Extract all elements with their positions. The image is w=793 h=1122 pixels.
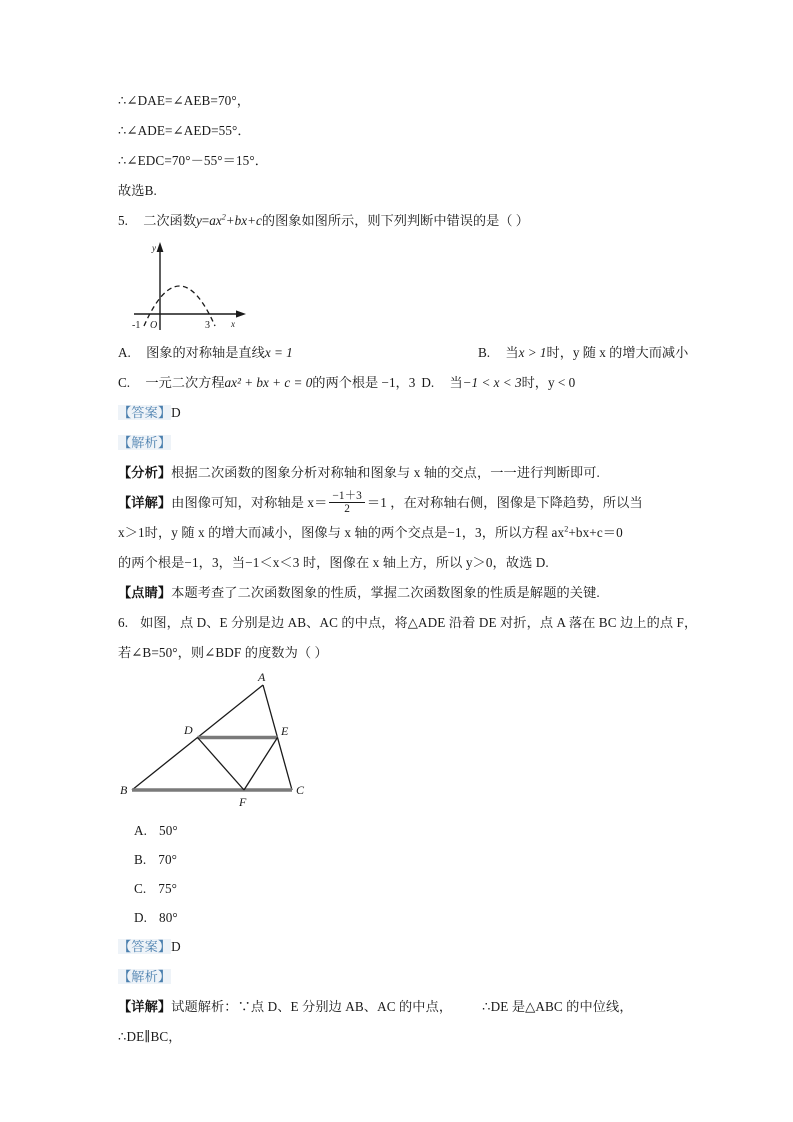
svg-text:A: A: [258, 672, 266, 684]
question-6-xiangjie-line-1: [118, 992, 693, 1022]
fenxi-label: 【分析】: [118, 465, 172, 480]
question-5-stem-post: 的图象如图所示，则下列判断中错误的是（ ）: [261, 213, 529, 228]
fraction-denominator: 2: [329, 502, 365, 515]
q6-option-b-text: 70°: [158, 852, 178, 867]
question-5-block: [118, 206, 693, 608]
formula-eq: =: [201, 213, 210, 228]
question-5-options-row-2: [118, 368, 693, 398]
question-6-stem-line-2: 若∠B=50°，则∠BDF 的度数为（ ）: [118, 645, 328, 660]
question-6-number: 6.: [118, 615, 129, 630]
q6-option-a-key: A.: [134, 823, 148, 838]
fraction: [329, 490, 365, 516]
option-d-text-pre: 当: [449, 375, 463, 390]
question-5-option-d[interactable]: [415, 368, 575, 398]
xiangjie-line2-pre: x＞1时，y 随 x 的增大而减小，图像与 x 轴的两个交点是−1，3，所以方程 ax: [118, 525, 565, 540]
question-6-option-a[interactable]: [118, 816, 693, 845]
question-5-xiangjie-line-3: 的两个根是−1，3，当−1＜x＜3 时，图像在 x 轴上方，所以 y＞0，故选 D.: [118, 555, 549, 570]
option-b-math: x > 1: [518, 345, 547, 360]
answer-label: 【答案】: [118, 405, 172, 420]
question-5-answer-line: [118, 398, 693, 428]
prev-solution-line-1: ∴∠DAE=∠AEB=70°，: [118, 93, 250, 108]
q6-xiangjie-text-1: 试题解析：∵点 D、E 分别边 AB、AC 的中点，: [171, 999, 453, 1014]
question-6-answer-line: [118, 932, 693, 962]
dianjing-text: 本题考查了二次函数图象的性质，掌握二次函数图象的性质是解题的关键.: [171, 585, 600, 600]
q6-answer-label: 【答案】: [118, 939, 172, 954]
triangle-svg: [118, 672, 348, 812]
option-a-key: A.: [118, 345, 131, 360]
parabola-svg: [126, 238, 256, 336]
option-c-text-post: 的两个根是 −1，3: [312, 375, 416, 390]
svg-text:-1: -1: [132, 320, 141, 331]
question-6-analysis-line: [118, 962, 693, 992]
q6-option-c-text: 75°: [158, 881, 178, 896]
q6-option-d-key: D.: [134, 910, 148, 925]
question-5-number: 5.: [118, 213, 128, 228]
question-5-option-b[interactable]: [478, 338, 688, 368]
svg-text:D: D: [184, 723, 193, 737]
prev-solution-line-2: ∴∠ADE=∠AED=55°．: [118, 123, 251, 138]
svg-text:F: F: [239, 795, 247, 809]
xiangjie-label: 【详解】: [118, 495, 172, 510]
question-6-option-c[interactable]: [118, 874, 693, 903]
option-c-text-pre: 一元二次方程: [145, 375, 225, 390]
question-5-xiangjie-line-1: [118, 488, 693, 518]
fraction-numerator: −1＋3: [332, 489, 362, 502]
option-b-key: B.: [478, 345, 491, 360]
option-d-text-post: 时，y < 0: [521, 375, 576, 390]
svg-text:x: x: [231, 319, 235, 329]
analysis-label: 【解析】: [118, 435, 172, 450]
question-5-xiangjie-line-2: [118, 518, 693, 548]
previous-solution-block: [118, 86, 693, 206]
q6-analysis-label: 【解析】: [118, 969, 172, 984]
q6-option-d-text: 80°: [159, 910, 178, 925]
dianjing-label: 【点睛】: [118, 585, 172, 600]
option-c-math: ax² + bx + c = 0: [224, 375, 313, 390]
question-5-option-a[interactable]: [118, 338, 478, 368]
option-a-math: x = 1: [264, 345, 293, 360]
svg-text:y: y: [152, 243, 156, 253]
q6-option-c-key: C.: [134, 881, 147, 896]
question-5-stem: [118, 206, 693, 236]
question-6-block: [118, 608, 698, 1052]
formula-rest: +bx+c: [225, 213, 262, 228]
parabola-figure: [126, 238, 256, 336]
question-5-options-row-1: [118, 338, 693, 368]
q6-option-b-key: B.: [134, 852, 147, 867]
svg-text:B: B: [120, 783, 128, 797]
formula-exponent: 2: [221, 212, 226, 222]
svg-text:O: O: [150, 320, 158, 331]
prev-solution-line-4: 故选B.: [118, 183, 157, 198]
question-6-stem-text-1: 如图，点 D、E 分别是边 AB、AC 的中点，将△ADE 沿着 DE 对折，点 A 落在 BC 边上的点 F，: [140, 615, 698, 630]
question-6-option-b[interactable]: [118, 845, 693, 874]
answer-value: D: [171, 405, 181, 420]
q6-xiangjie-label: 【详解】: [118, 999, 172, 1014]
option-c-key: C.: [118, 375, 131, 390]
question-6-stem-line-1: [118, 608, 698, 638]
question-5-analysis-line: [118, 428, 693, 458]
svg-text:C: C: [296, 783, 305, 797]
question-6-options: [118, 816, 693, 932]
q6-answer-value: D: [171, 939, 181, 954]
question-5-stem-pre: 二次函数: [143, 213, 196, 228]
formula-y: y: [195, 213, 202, 228]
option-d-key: D.: [421, 375, 435, 390]
question-5-fenxi-line: [118, 458, 693, 488]
option-b-text-post: 时，y 随 x 的增大而减小: [546, 345, 689, 360]
prev-solution-line-3: ∴∠EDC=70°－55°＝15°．: [118, 153, 268, 168]
option-b-text-pre: 当: [505, 345, 519, 360]
svg-text:3: 3: [205, 320, 210, 331]
triangle-figure: [118, 672, 348, 812]
formula-ax: ax: [209, 213, 222, 228]
question-6-option-d[interactable]: [118, 903, 693, 932]
question-6-xiangjie-line-2: ∴DE∥BC，: [118, 1029, 182, 1044]
question-5-dianjing-line: [118, 578, 693, 608]
xiangjie-line2-post: +bx+c＝0: [568, 525, 623, 540]
q6-option-a-text: 50°: [159, 823, 178, 838]
xiangjie-part1: 由图像可知，对称轴是 x＝: [171, 495, 328, 510]
question-5-option-c[interactable]: [118, 368, 415, 398]
xiangjie-line2-exponent: 2: [564, 524, 569, 534]
svg-text:E: E: [281, 724, 289, 738]
xiangjie-part2: ＝1 ，在对称轴右侧，图像是下降趋势，所以当: [366, 495, 643, 510]
q6-xiangjie-text-1b: ∴DE 是△ABC 的中位线，: [482, 999, 633, 1014]
fenxi-text: 根据二次函数的图象分析对称轴和图象与 x 轴的交点，一一进行判断即可.: [171, 465, 600, 480]
option-d-math: −1 < x < 3: [462, 375, 522, 390]
option-a-text: 图象的对称轴是直线: [146, 345, 265, 360]
